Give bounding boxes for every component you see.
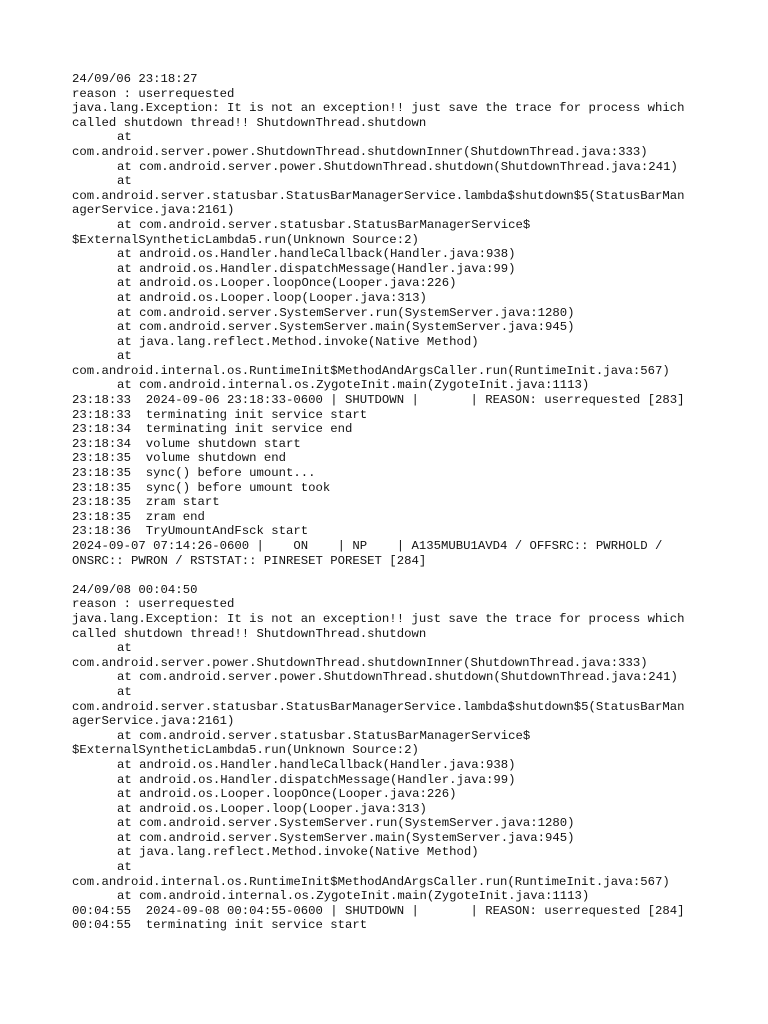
log-line: 23:18:35 zram start bbox=[72, 495, 220, 510]
log-line: com.android.server.power.ShutdownThread.shutdownInner(ShutdownThread.java:333) bbox=[72, 144, 648, 159]
log-line: called shutdown thread!! ShutdownThread.shutdown bbox=[72, 115, 427, 130]
log-line: at com.android.server.statusbar.StatusBarManagerService$ bbox=[117, 728, 531, 743]
log-line: at android.os.Handler.dispatchMessage(Handler.java:99) bbox=[117, 261, 516, 276]
log-line: 23:18:35 volume shutdown end bbox=[72, 451, 287, 466]
log-line: 00:04:55 2024-09-08 00:04:55-0600 | SHUTDOWN | | REASON: userrequested [284] bbox=[72, 903, 685, 918]
log-line: at bbox=[117, 174, 132, 189]
log-line: java.lang.Exception: It is not an exception!! just save the trace for process which bbox=[72, 611, 685, 626]
log-line: 00:04:55 terminating init service start bbox=[72, 918, 368, 933]
log-line: at com.android.server.statusbar.StatusBarManagerService$ bbox=[117, 217, 531, 232]
log-line: 23:18:34 volume shutdown start bbox=[72, 436, 301, 451]
log-line: com.android.server.statusbar.StatusBarManagerService.lambda$shutdown$5(StatusBarMan bbox=[72, 188, 685, 203]
log-line: at com.android.server.SystemServer.main(SystemServer.java:945) bbox=[117, 830, 575, 845]
log-line: at android.os.Looper.loop(Looper.java:313) bbox=[117, 290, 427, 305]
log-line: at bbox=[117, 130, 132, 145]
log-line: 23:18:33 2024-09-06 23:18:33-0600 | SHUTDOWN | | REASON: userrequested [283] bbox=[72, 393, 685, 408]
log-line: ONSRC:: PWRON / RSTSTAT:: PINRESET PORESET [284] bbox=[72, 553, 427, 568]
log-line: at android.os.Handler.handleCallback(Handler.java:938) bbox=[117, 757, 516, 772]
log-line: at android.os.Handler.dispatchMessage(Handler.java:99) bbox=[117, 772, 516, 787]
log-line: at com.android.internal.os.ZygoteInit.main(ZygoteInit.java:1113) bbox=[117, 889, 590, 904]
log-line: at com.android.server.SystemServer.run(SystemServer.java:1280) bbox=[117, 305, 575, 320]
log-line: at bbox=[117, 641, 132, 656]
log-line: 23:18:35 sync() before umount... bbox=[72, 466, 316, 481]
log-line: 2024-09-07 07:14:26-0600 | ON | NP | A135MUBU1AVD4 / OFFSRC:: PWRHOLD / bbox=[72, 539, 663, 553]
log-line: $ExternalSyntheticLambda5.run(Unknown Source:2) bbox=[72, 232, 419, 247]
log-line: 23:18:35 sync() before umount took bbox=[72, 480, 331, 495]
log-line: at android.os.Looper.loop(Looper.java:313) bbox=[117, 801, 427, 816]
log-line: at java.lang.reflect.Method.invoke(Native Method) bbox=[117, 334, 479, 349]
log-line: called shutdown thread!! ShutdownThread.shutdown bbox=[72, 626, 427, 641]
log-line: agerService.java:2161) bbox=[72, 203, 235, 218]
log-line: agerService.java:2161) bbox=[72, 714, 235, 729]
log-line: com.android.internal.os.RuntimeInit$MethodAndArgsCaller.run(RuntimeInit.java:567) bbox=[72, 363, 670, 378]
log-line: at bbox=[117, 860, 132, 875]
log-line: at bbox=[117, 349, 132, 364]
log-line: com.android.server.power.ShutdownThread.shutdownInner(ShutdownThread.java:333) bbox=[72, 655, 648, 670]
log-line: 24/09/06 23:18:27 bbox=[72, 72, 198, 86]
log-line: 24/09/08 00:04:50 bbox=[72, 582, 198, 597]
log-line: 23:18:33 terminating init service start bbox=[72, 407, 368, 422]
log-line: 23:18:36 TryUmountAndFsck start bbox=[72, 524, 309, 539]
log-line: com.android.server.statusbar.StatusBarManagerService.lambda$shutdown$5(StatusBarMan bbox=[72, 699, 685, 714]
log-line: $ExternalSyntheticLambda5.run(Unknown Source:2) bbox=[72, 743, 419, 758]
log-line: at com.android.server.power.ShutdownThread.shutdown(ShutdownThread.java:241) bbox=[117, 670, 678, 685]
log-line: com.android.internal.os.RuntimeInit$MethodAndArgsCaller.run(RuntimeInit.java:567) bbox=[72, 874, 670, 889]
log-line: 23:18:35 zram end bbox=[72, 509, 205, 524]
log-line: reason : userrequested bbox=[72, 597, 235, 612]
log-line: at com.android.server.power.ShutdownThread.shutdown(ShutdownThread.java:241) bbox=[117, 159, 678, 174]
log-line: at android.os.Looper.loopOnce(Looper.java:226) bbox=[117, 276, 457, 291]
log-line: at com.android.server.SystemServer.main(SystemServer.java:945) bbox=[117, 320, 575, 335]
log-line bbox=[72, 568, 712, 583]
log-line: java.lang.Exception: It is not an exception!! just save the trace for process which bbox=[72, 101, 685, 116]
log-line: at bbox=[117, 684, 132, 699]
log-line: at com.android.server.SystemServer.run(SystemServer.java:1280) bbox=[117, 816, 575, 831]
log-line: at com.android.internal.os.ZygoteInit.main(ZygoteInit.java:1113) bbox=[117, 378, 590, 393]
log-line: at android.os.Looper.loopOnce(Looper.java:226) bbox=[117, 787, 457, 802]
log-line: 23:18:34 terminating init service end bbox=[72, 422, 353, 437]
log-line: reason : userrequested bbox=[72, 86, 235, 101]
log-line: at android.os.Handler.handleCallback(Handler.java:938) bbox=[117, 247, 516, 262]
log-document bbox=[72, 72, 712, 933]
log-line: at java.lang.reflect.Method.invoke(Native Method) bbox=[117, 845, 479, 860]
